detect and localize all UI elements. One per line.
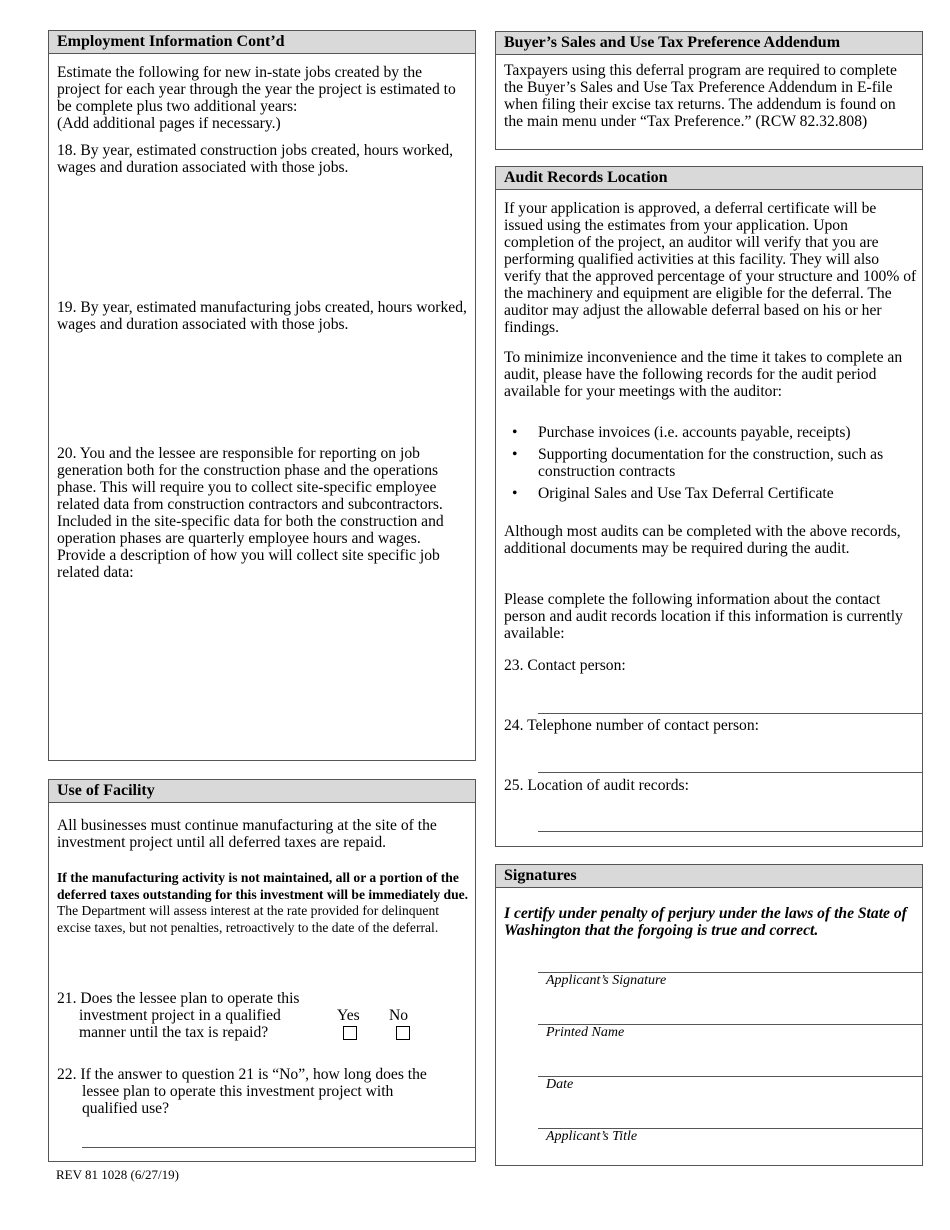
yes-checkbox[interactable]: [343, 1026, 357, 1040]
employment-intro-note: (Add additional pages if necessary.): [57, 115, 281, 132]
question-18: 18. By year, estimated construction jobs created, hours worked, wages and duration associated with those jobs.: [57, 142, 454, 176]
question-22-line3: qualified use?: [82, 1100, 170, 1117]
no-label: No: [389, 1007, 409, 1024]
employment-panel: [48, 30, 476, 761]
form-id: REV 81 1028 (6/27/19): [56, 1167, 179, 1182]
no-checkbox[interactable]: [396, 1026, 410, 1040]
question-22-answer-line[interactable]: [82, 1147, 475, 1148]
question-20: 20. You and the lessee are responsible for reporting on job generation both for the construction phase and the operations phase. This will require you to collect site-specific employee related data from construction contractors and subcontractors. Included in the site-specific data for both the construction and operation phases are quarterly employee hours and wages. Provide a description of how you will collect site specific job related data:: [57, 445, 444, 581]
date-line[interactable]: [538, 1076, 923, 1077]
audit-panel: [495, 166, 923, 847]
audit-header: Audit Records Location: [496, 167, 922, 190]
audit-para1: If your application is approved, a deferral certificate will be issued using the estimates from your application. Upon completion of the project, an auditor will verify that you are performing qualified activities at this facility. They will also verify that the approved percentage of your structure and 100% of the machinery and equipment are eligible for the deferral. The auditor may adjust the allowable deferral based on his or her findings.: [504, 200, 917, 336]
audit-bullet-item: • Purchase invoices (i.e. accounts payable, receipts): [504, 424, 914, 441]
question-23: 23. Contact person:: [504, 657, 626, 674]
printed-name-label: Printed Name: [546, 1025, 625, 1040]
audit-bullet-item: • Original Sales and Use Tax Deferral Certificate: [504, 485, 914, 502]
audit-para2: To minimize inconvenience and the time it takes to complete an audit, please have the following records for the audit period available for your meetings with the auditor:: [504, 349, 903, 400]
yes-label: Yes: [337, 1007, 360, 1024]
question-22: [57, 1066, 471, 1117]
employment-intro-block: [57, 64, 467, 132]
audit-bullet-list: [504, 424, 914, 507]
use-of-facility-warning: [57, 870, 469, 936]
question-21: [57, 990, 357, 1041]
employment-intro: Estimate the following for new in-state jobs created by the project for each year through the year the project is estimated to be complete plus two additional years:: [57, 64, 456, 115]
warning-bold-text: If the manufacturing activity is not maintained, all or a portion of the deferred taxes outstanding for this investment will be immediately due.: [57, 870, 469, 902]
signatures-panel: [495, 864, 923, 1166]
use-of-facility-panel: [48, 779, 476, 1162]
audit-bullet-item: • Supporting documentation for the construction, such as construction contracts: [504, 446, 914, 480]
warning-normal-text: The Department will assess interest at the rate provided for delinquent excise taxes, but not penalties, retroactively to the date of the deferral.: [57, 903, 440, 935]
applicant-signature-label: Applicant’s Signature: [546, 973, 667, 988]
question-19: 19. By year, estimated manufacturing jobs created, hours worked, wages and duration associated with those jobs.: [57, 299, 467, 333]
buyers-addendum-body: Taxpayers using this deferral program are required to complete the Buyer’s Sales and Use Tax Preference Addendum in E-file when filing their excise tax returns. The addendum is found on the main menu under “Tax Preference.” (RCW 82.32.808): [504, 62, 897, 130]
use-of-facility-header: Use of Facility: [49, 780, 475, 803]
question-21-line3: manner until the tax is repaid?: [79, 1024, 269, 1041]
telephone-line[interactable]: [538, 772, 923, 773]
question-22-line1: 22. If the answer to question 21 is “No”, how long does the: [57, 1066, 427, 1083]
audit-location-line[interactable]: [538, 831, 923, 832]
certification-statement: I certify under penalty of perjury under the laws of the State of Washington that the forgoing is true and correct.: [504, 905, 907, 939]
audit-para3: Although most audits can be completed with the above records, additional documents may be required during the audit.: [504, 523, 901, 557]
buyers-addendum-header: Buyer’s Sales and Use Tax Preference Addendum: [496, 32, 922, 55]
question-24: 24. Telephone number of contact person:: [504, 717, 759, 734]
question-21-line2: investment project in a qualified: [79, 1007, 281, 1024]
signatures-header: Signatures: [496, 865, 922, 888]
buyers-addendum-panel: [495, 31, 923, 150]
applicant-title-label: Applicant’s Title: [546, 1129, 638, 1144]
question-22-line2: lessee plan to operate this investment project with: [82, 1083, 394, 1100]
date-label: Date: [546, 1077, 574, 1092]
question-25: 25. Location of audit records:: [504, 777, 689, 794]
question-21-line1: 21. Does the lessee plan to operate this: [57, 990, 300, 1007]
audit-para4: Please complete the following information about the contact person and audit records location if this information is currently available:: [504, 591, 903, 642]
use-of-facility-para1: All businesses must continue manufacturing at the site of the investment project until all deferred taxes are repaid.: [57, 817, 437, 851]
contact-person-line[interactable]: [538, 713, 923, 714]
employment-header: Employment Information Cont’d: [49, 31, 475, 54]
